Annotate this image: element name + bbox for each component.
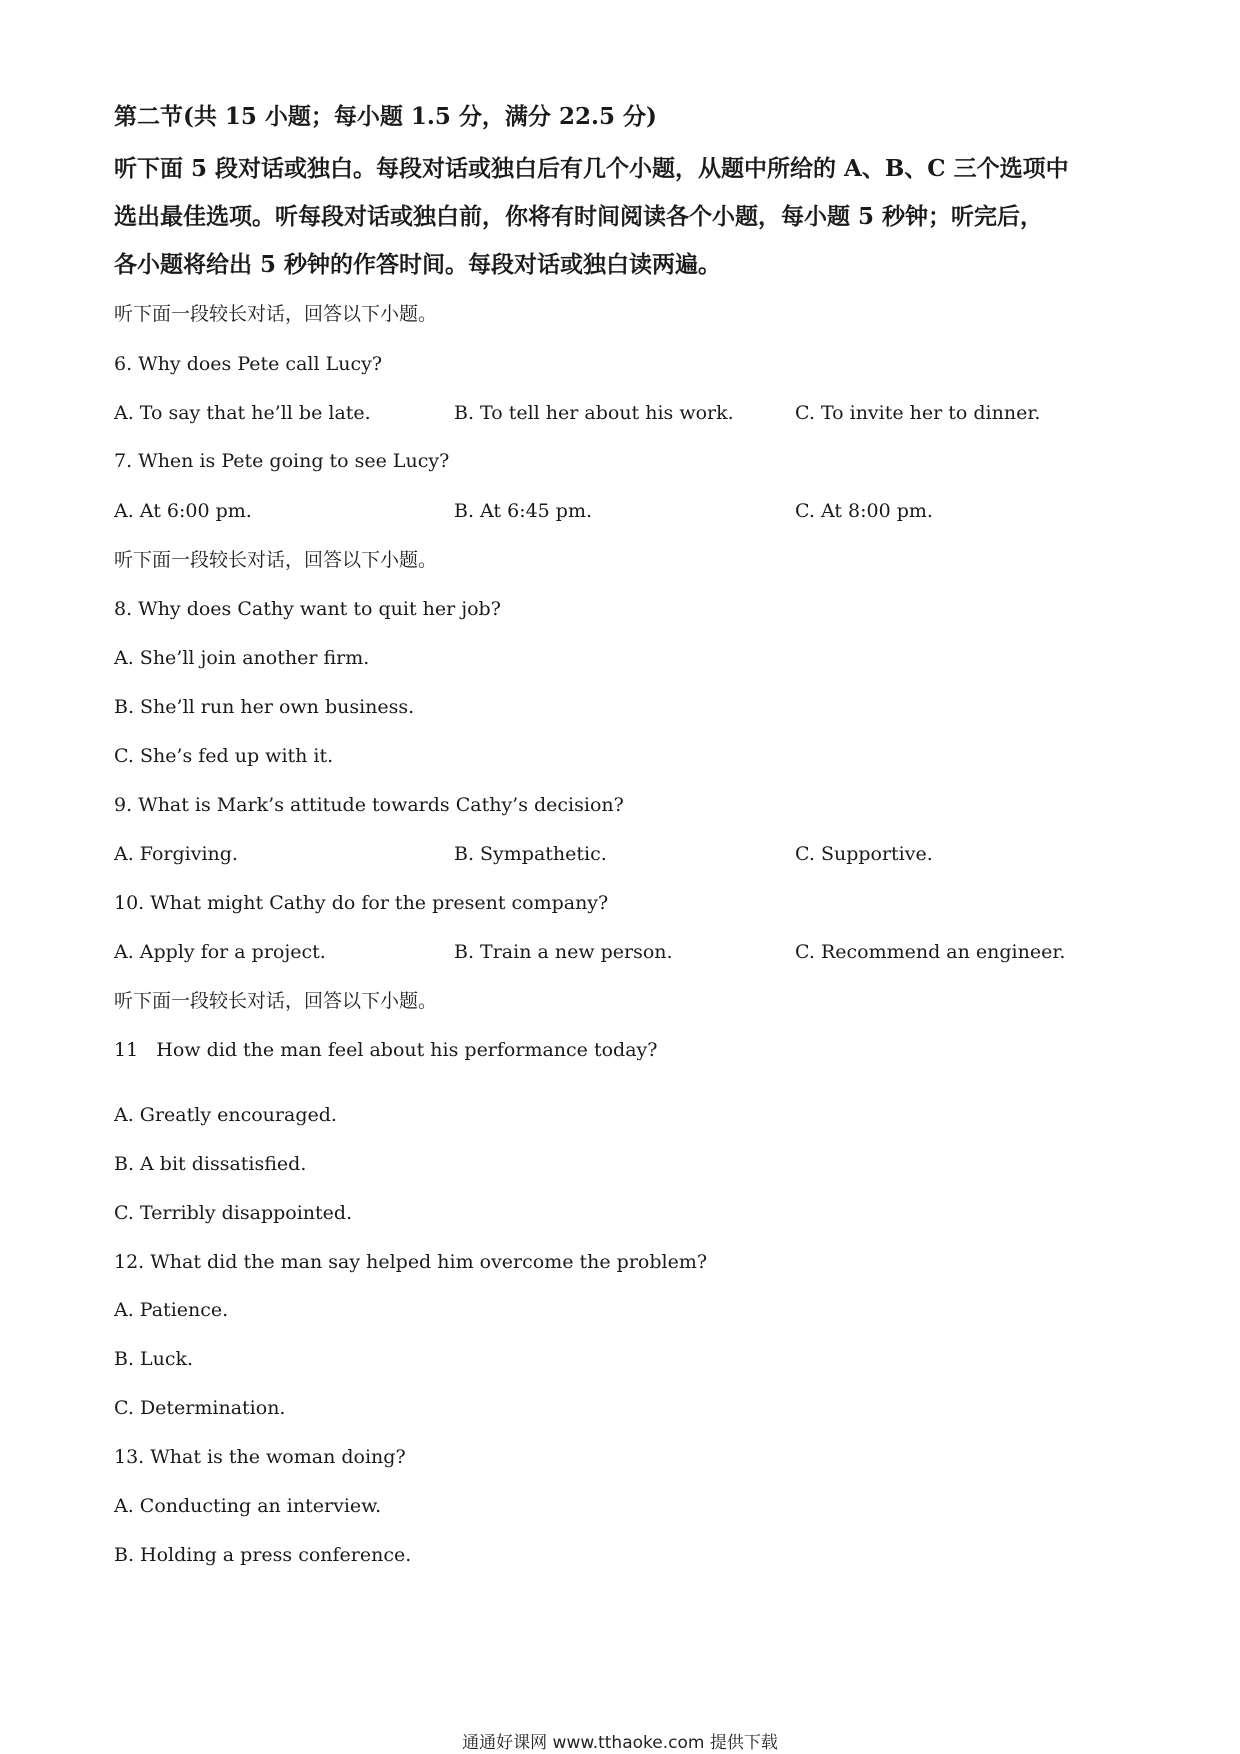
instructions-line-1: 听下面 5 段对话或独白。每段对话或独白后有几个小题，从题中所给的 A、B、C 三个选项中	[114, 155, 1069, 182]
question-10-option-b: B. Train a new person.	[454, 941, 673, 963]
dialogue-prompt-2: 听下面一段较长对话，回答以下小题。	[114, 549, 438, 571]
question-13-stem: 13. What is the woman doing?	[114, 1446, 406, 1468]
question-8-option-b: B. She’ll run her own business.	[114, 696, 415, 718]
question-8-option-a: A. She’ll join another firm.	[114, 647, 370, 669]
question-9-option-b: B. Sympathetic.	[454, 843, 607, 865]
instructions-line-3: 各小题将给出 5 秒钟的作答时间。每段对话或独白读两遍。	[114, 251, 722, 278]
question-8-stem: 8. Why does Cathy want to quit her job?	[114, 598, 501, 620]
question-10-stem: 10. What might Cathy do for the present company?	[114, 892, 609, 914]
question-10-option-a: A. Apply for a project.	[114, 941, 326, 963]
question-6-option-c: C. To invite her to dinner.	[795, 402, 1041, 424]
question-11-option-b: B. A bit dissatisfied.	[114, 1153, 307, 1175]
question-12-option-b: B. Luck.	[114, 1348, 194, 1370]
instructions-line-2: 选出最佳选项。听每段对话或独白前，你将有时间阅读各个小题，每小题 5 秒钟；听完后，	[114, 203, 1044, 230]
question-12-option-a: A. Patience.	[114, 1299, 229, 1321]
section-title: 第二节(共 15 小题；每小题 1.5 分，满分 22.5 分)	[114, 103, 657, 130]
question-7-option-a: A. At 6:00 pm.	[114, 500, 252, 522]
dialogue-prompt-3: 听下面一段较长对话，回答以下小题。	[114, 990, 438, 1012]
question-6-option-b: B. To tell her about his work.	[454, 402, 734, 424]
question-7-option-b: B. At 6:45 pm.	[454, 500, 593, 522]
question-9-stem: 9. What is Mark’s attitude towards Cathy’s decision?	[114, 794, 624, 816]
question-11-option-c: C. Terribly disappointed.	[114, 1202, 353, 1224]
question-11-stem: 11 How did the man feel about his performance today?	[114, 1039, 658, 1061]
dialogue-prompt-1: 听下面一段较长对话，回答以下小题。	[114, 303, 438, 325]
question-7-stem: 7. When is Pete going to see Lucy?	[114, 450, 450, 472]
question-12-option-c: C. Determination.	[114, 1397, 286, 1419]
question-13-option-b: B. Holding a press conference.	[114, 1544, 412, 1566]
question-12-stem: 12. What did the man say helped him overcome the problem?	[114, 1251, 708, 1273]
question-8-option-c: C. She’s fed up with it.	[114, 745, 334, 767]
question-9-option-a: A. Forgiving.	[114, 843, 238, 865]
question-6-stem: 6. Why does Pete call Lucy?	[114, 353, 383, 375]
question-11-option-a: A. Greatly encouraged.	[114, 1104, 337, 1126]
question-6-option-a: A. To say that he’ll be late.	[114, 402, 371, 424]
question-10-option-c: C. Recommend an engineer.	[795, 941, 1066, 963]
question-7-option-c: C. At 8:00 pm.	[795, 500, 933, 522]
question-9-option-c: C. Supportive.	[795, 843, 933, 865]
footer-watermark: 通通好课网 www.tthaoke.com 提供下载	[462, 1733, 778, 1753]
question-13-option-a: A. Conducting an interview.	[114, 1495, 382, 1517]
